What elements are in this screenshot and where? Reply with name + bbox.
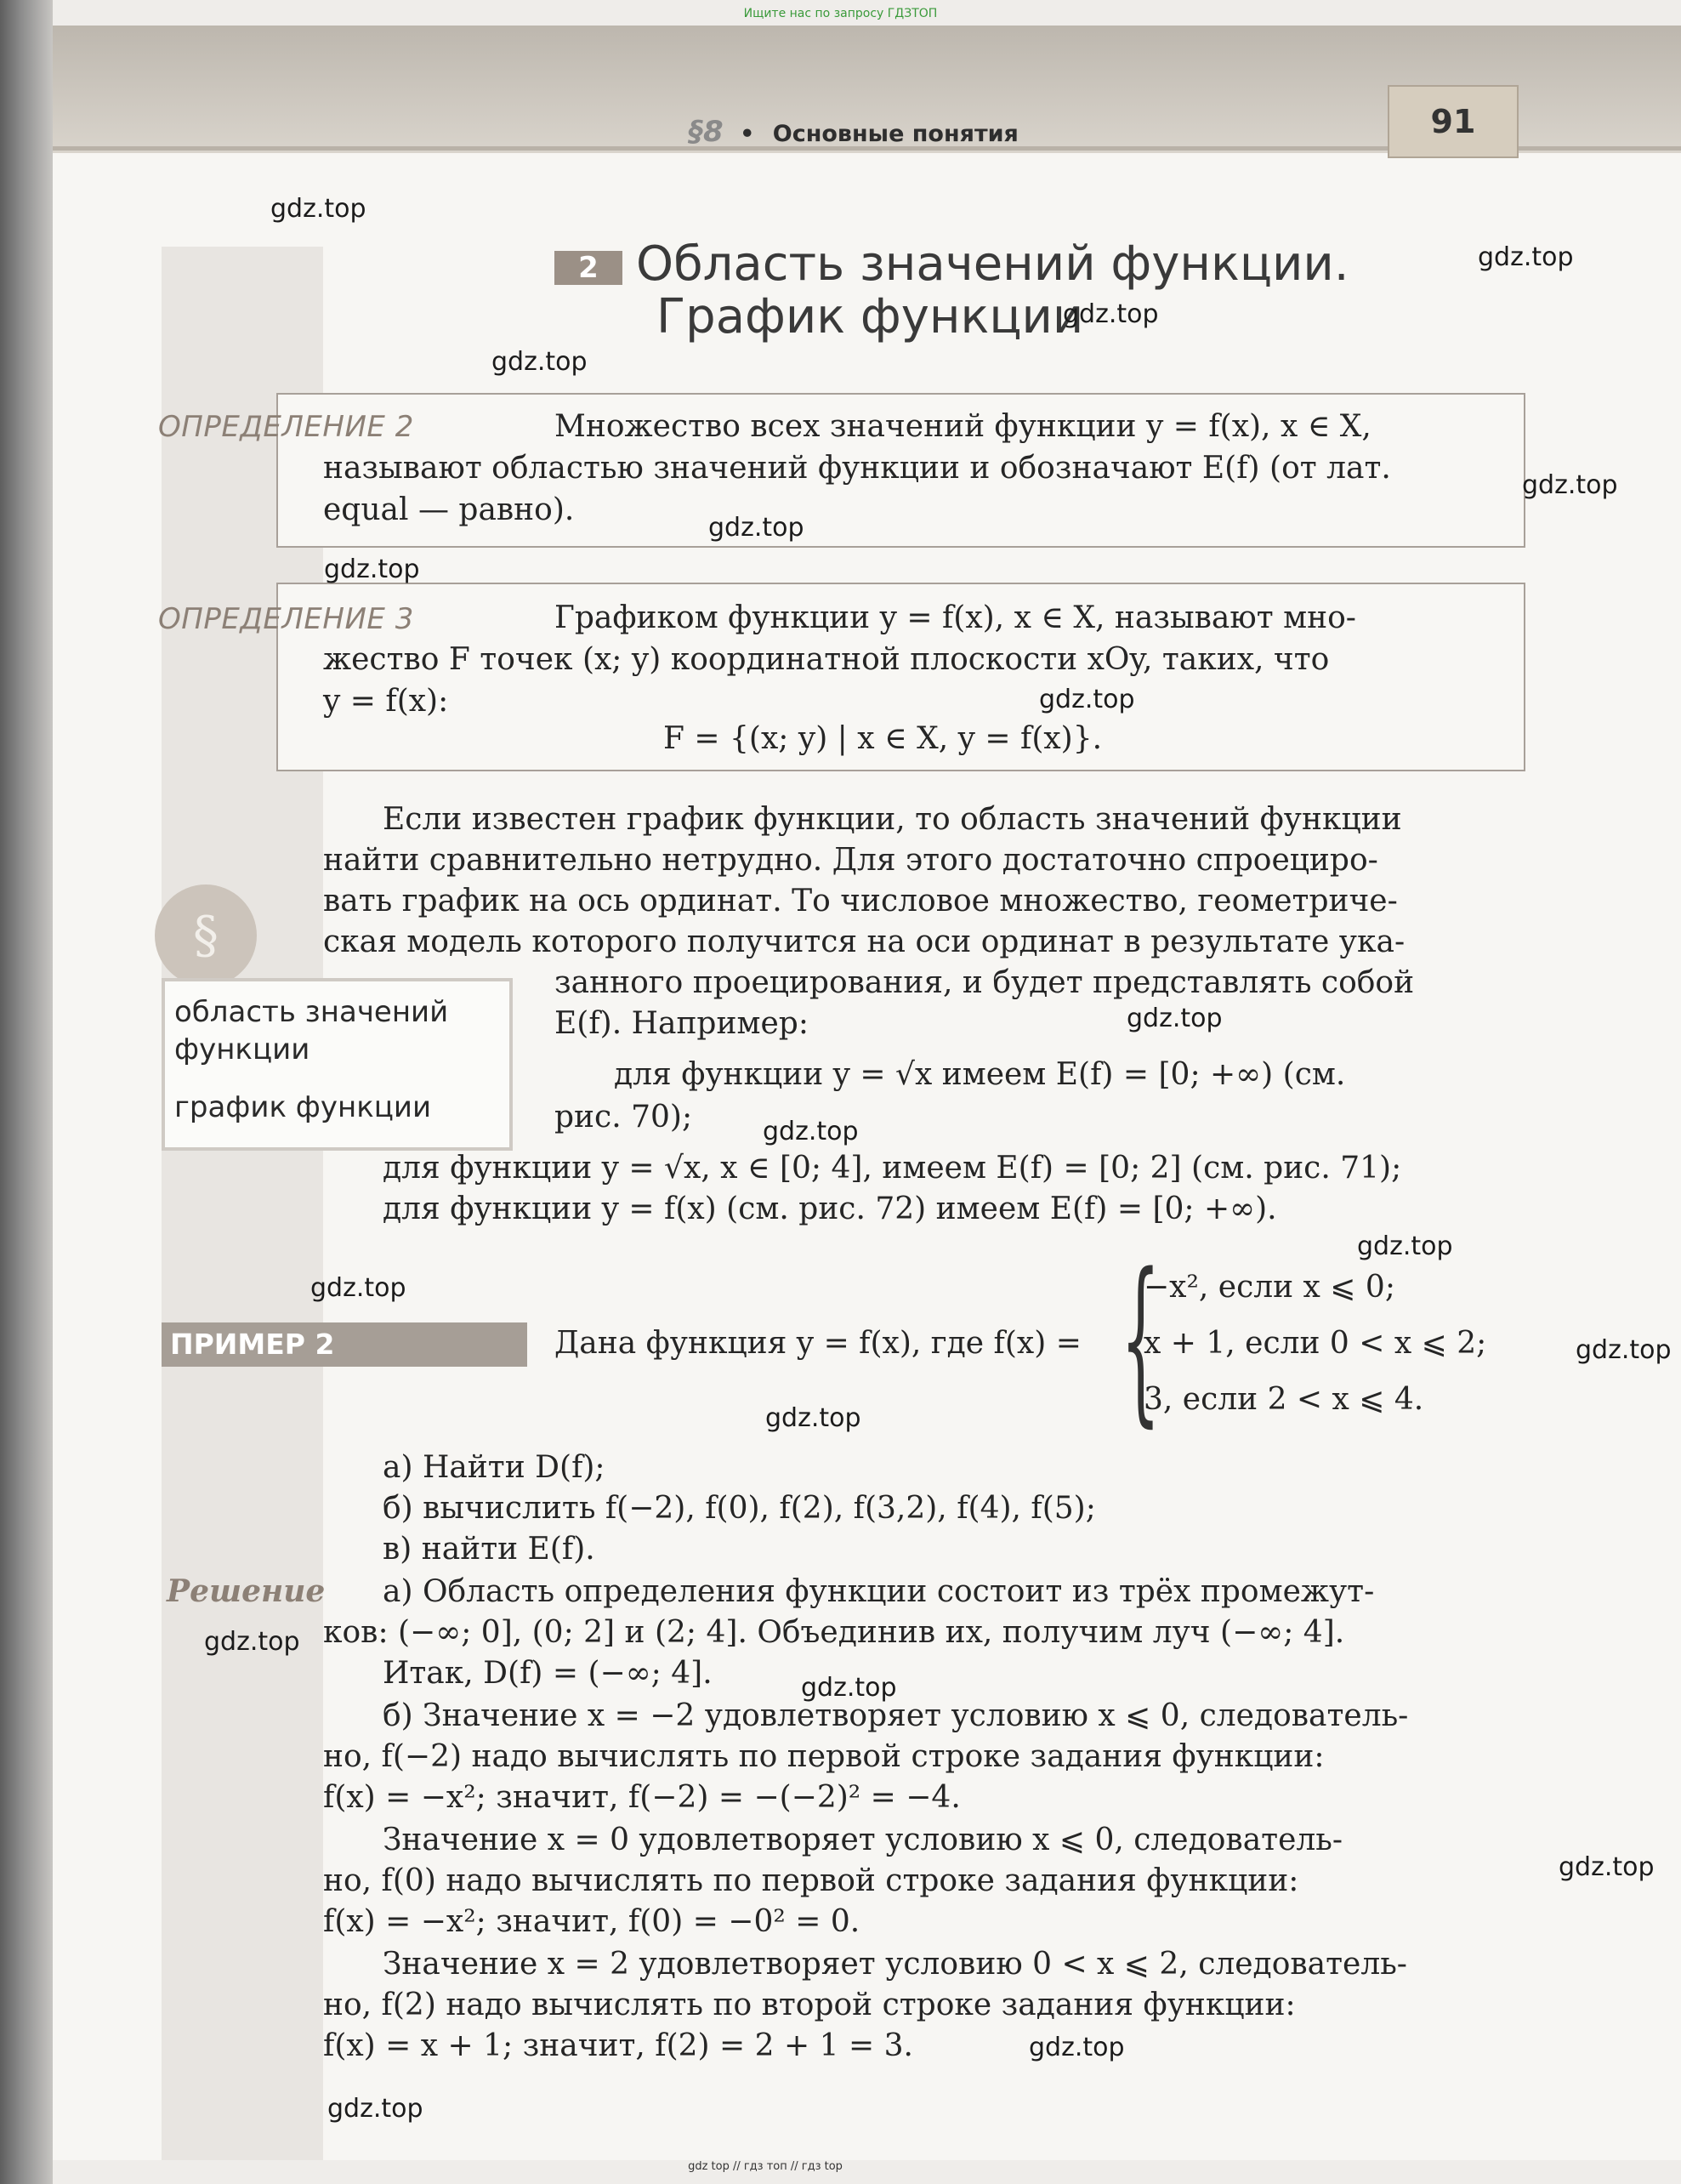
paragraph-line: E(f). Например: (554, 1006, 809, 1041)
definition-3-formula: F = {(x; y) | x ∈ X, y = f(x)}. (663, 721, 1103, 756)
definition-3-line: y = f(x): (323, 684, 449, 719)
paragraph-line: занного проецирования, и будет представлять собой (554, 965, 1415, 1000)
example-case: −x², если x ⩽ 0; (1144, 1270, 1395, 1305)
paragraph-line: для функции y = √x, x ∈ [0; 4], имеем E(f) = [0; 2] (см. рис. 71); (383, 1151, 1402, 1186)
section-title-line2: График функции (656, 289, 1084, 344)
solution-line: но, f(0) надо вычислять по первой строке задания функции: (323, 1863, 1299, 1898)
section-mark: §8 (689, 115, 724, 149)
watermark: gdz.top (1357, 1231, 1453, 1261)
watermark: gdz.top (1522, 470, 1618, 500)
solution-line: f(x) = −x²; значит, f(−2) = −(−2)² = −4. (323, 1780, 961, 1815)
running-header (689, 115, 1019, 149)
watermark: gdz.top (327, 2094, 423, 2124)
definition-2-line: equal — равно). (323, 492, 575, 527)
header-bullet: • (740, 121, 755, 147)
watermark: gdz.top (204, 1627, 300, 1657)
paragraph-line: Если известен график функции, то область значений функции (383, 802, 1402, 837)
paragraph-line: для функции y = √x имеем E(f) = [0; +∞) (см. (614, 1057, 1346, 1092)
example-task: б) вычислить f(−2), f(0), f(2), f(3,2), f(4), f(5); (383, 1491, 1096, 1526)
definition-2-line: Множество всех значений функции y = f(x), x ∈ X, (554, 409, 1371, 444)
solution-line: но, f(−2) надо вычислять по первой строке задания функции: (323, 1739, 1325, 1774)
definition-3-line: Графиком функции y = f(x), x ∈ X, называют мно- (554, 600, 1356, 635)
paragraph-line: найти сравнительно нетрудно. Для этого достаточно спроециро- (323, 843, 1378, 878)
watermark: gdz.top (270, 194, 366, 224)
solution-line: Итак, D(f) = (−∞; 4]. (383, 1656, 713, 1691)
watermark: gdz.top (765, 1403, 861, 1433)
book-spine-shadow (0, 0, 53, 2184)
solution-line: ков: (−∞; 0], (0; 2] и (2; 4]. Объединив их, получим луч (−∞; 4]. (323, 1615, 1345, 1650)
paragraph-line: ская модель которого получится на оси ординат в результате ука- (323, 924, 1406, 959)
section-number: 2 (554, 251, 622, 285)
example-task: а) Найти D(f); (383, 1450, 605, 1485)
example-case: x + 1, если 0 < x ⩽ 2; (1144, 1326, 1487, 1361)
paragraph-line: для функции y = f(x) (см. рис. 72) имеем E(f) = [0; +∞). (383, 1192, 1277, 1226)
watermark: gdz.top (1063, 299, 1159, 329)
solution-line: Значение x = 2 удовлетворяет условию 0 < x ⩽ 2, следователь- (383, 1947, 1407, 1982)
definition-3-label: ОПРЕДЕЛЕНИЕ 3 (158, 602, 414, 636)
solution-line: б) Значение x = −2 удовлетворяет условию x ⩽ 0, следователь- (383, 1698, 1409, 1733)
watermark: gdz.top (1127, 1004, 1223, 1033)
solution-label: Решение (167, 1573, 326, 1609)
watermark: gdz.top (1029, 2033, 1125, 2062)
solution-line: но, f(2) надо вычислять по второй строке задания функции: (323, 1988, 1296, 2022)
glossary-term: функции (174, 1032, 310, 1066)
definition-2-line: называют областью значений функции и обозначают E(f) (от лат. (323, 451, 1391, 486)
solution-line: Значение x = 0 удовлетворяет условию x ⩽ 0, следователь- (383, 1823, 1343, 1857)
section-name: Основные понятия (772, 121, 1019, 147)
section-title-line1: Область значений функции. (636, 236, 1349, 292)
definition-2-label: ОПРЕДЕЛЕНИЕ 2 (158, 410, 414, 444)
watermark: gdz.top (491, 347, 588, 377)
example-intro: Дана функция y = f(x), где f(x) = (554, 1326, 1082, 1361)
example-task: в) найти E(f). (383, 1532, 595, 1567)
watermark: gdz.top (324, 555, 420, 584)
page-number: 91 (1388, 85, 1519, 158)
paragraph-line: рис. 70); (554, 1100, 693, 1135)
solution-line: f(x) = x + 1; значит, f(2) = 2 + 1 = 3. (323, 2028, 913, 2063)
watermark: gdz.top (801, 1673, 897, 1703)
watermark: gdz.top (1478, 242, 1574, 272)
example-label: ПРИМЕР 2 (162, 1322, 527, 1367)
watermark: gdz.top (1039, 685, 1135, 714)
paragraph-line: вать график на ось ординат. То числовое множество, геометриче- (323, 884, 1398, 919)
top-banner: Ищите нас по запросу ГДЗТОП (743, 7, 938, 20)
watermark: gdz.top (1576, 1335, 1672, 1365)
solution-line: а) Область определения функции состоит из трёх промежут- (383, 1574, 1375, 1609)
solution-line: f(x) = −x²; значит, f(0) = −0² = 0. (323, 1904, 860, 1939)
example-case: 3, если 2 < x ⩽ 4. (1144, 1382, 1424, 1417)
watermark: gdz.top (763, 1117, 859, 1146)
bottom-banner: gdz top // гдз топ // гдз top (688, 2160, 843, 2173)
glossary-term: график функции (174, 1090, 432, 1124)
glossary-term: область значений (174, 995, 449, 1029)
watermark: gdz.top (310, 1273, 406, 1303)
definition-3-line: жество F точек (x; y) координатной плоскости xOy, таких, что (323, 642, 1330, 677)
cases-brace: { (1121, 1235, 1161, 1443)
watermark: gdz.top (708, 513, 804, 543)
note-icon: § (155, 884, 257, 987)
watermark: gdz.top (1559, 1852, 1655, 1882)
